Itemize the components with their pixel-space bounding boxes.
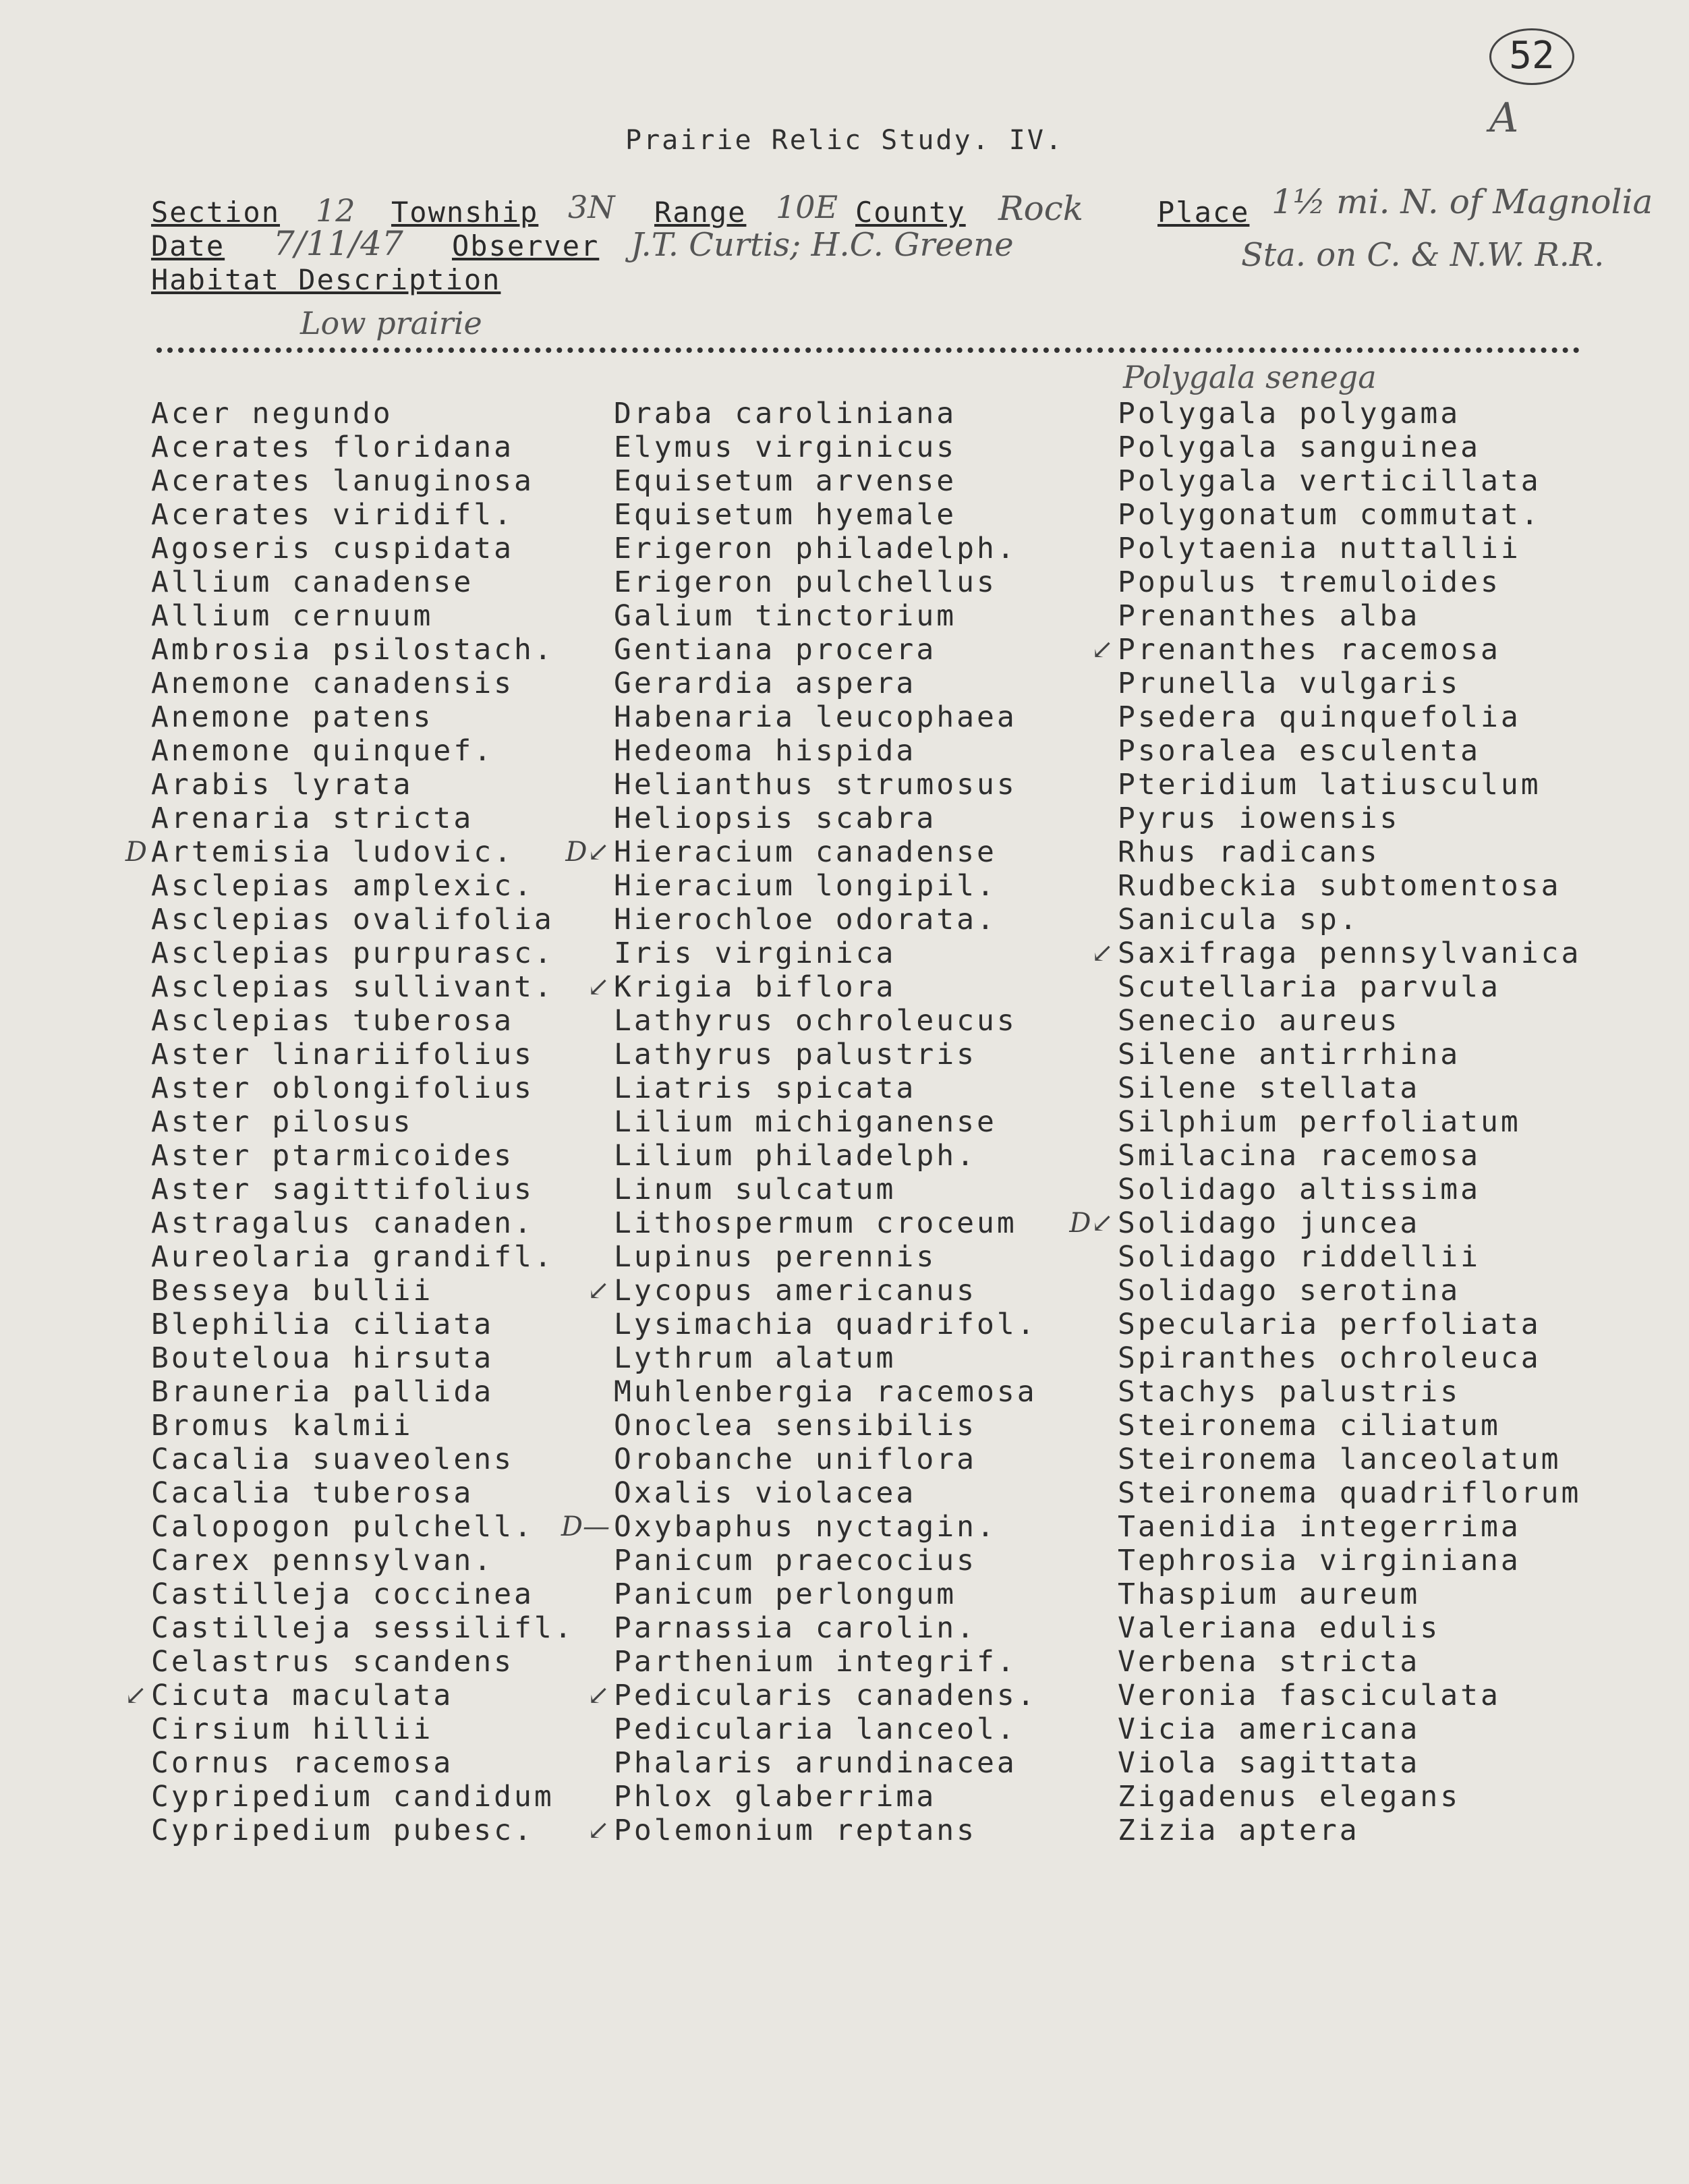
species-name: Psedera quinquefolia [1118,700,1521,734]
species-entry [614,903,1037,936]
species-name: Arabis lyrata [151,768,413,802]
species-name: Bouteloua hirsuta [151,1341,494,1375]
species-entry [151,1780,575,1814]
species-entry [151,1071,575,1105]
species-name: Veronia fasciculata [1118,1679,1501,1712]
species-name: Lythrum alatum [614,1341,896,1375]
species-entry [614,1173,1037,1206]
species-name: Polemonium reptans [614,1814,977,1847]
species-name: Pteridium latiusculum [1118,768,1541,802]
species-name: Hedeoma hispida [614,734,917,768]
species-entry [614,498,1037,532]
species-entry [1118,1611,1581,1645]
species-name: Heliopsis scabra [614,802,937,835]
species-name: Cirsium hillii [151,1712,434,1746]
species-entry [1118,1240,1581,1274]
date-label: Date [151,229,225,262]
species-entry [151,1004,575,1038]
species-entry [1118,1173,1581,1206]
check-mark: ↙ [587,1680,610,1711]
species-entry [1118,869,1581,903]
species-name: Erigeron pulchellus [614,565,997,599]
species-entry [151,633,575,667]
species-name: Parnassia carolin. [614,1611,977,1645]
date-value: 7/11/47 [273,224,403,263]
check-mark: D↙ [565,837,610,868]
species-entry [1118,1679,1581,1712]
species-name: Polygonatum commutat. [1118,498,1541,532]
species-name: Muhlenbergia racemosa [614,1375,1037,1409]
species-entry [1118,532,1581,565]
species-name: Galium tinctorium [614,599,957,633]
species-entry [1118,1577,1581,1611]
species-name: Anemone canadensis [151,667,514,700]
species-name: Solidago juncea [1118,1206,1421,1240]
observer-value: J.T. Curtis; H.C. Greene [631,226,1014,264]
species-name: Iris virginica [614,936,896,970]
species-name: Steironema lanceolatum [1118,1443,1562,1476]
species-name: Gentiana procera [614,633,937,667]
species-entry [125,835,575,869]
species-entry [587,1679,1037,1712]
range-value: 10E [776,189,838,225]
species-name: Arenaria stricta [151,802,474,835]
species-entry [1118,498,1581,532]
species-entry [614,802,1037,835]
species-name: Cypripedium candidum [151,1780,554,1814]
species-name: Thaspium aureum [1118,1577,1421,1611]
species-name: Asclepias tuberosa [151,1004,514,1038]
species-column-3 [1069,397,1582,1847]
species-name: Aster pilosus [151,1105,413,1139]
species-entry [614,1611,1037,1645]
species-name: Allium canadense [151,565,474,599]
species-name: Silene stellata [1118,1071,1421,1105]
species-name: Castilleja coccinea [151,1577,534,1611]
species-name: Pedicularia lanceol. [614,1712,1017,1746]
species-name: Saxifraga pennsylvanica [1118,936,1582,970]
species-entry [151,1240,575,1274]
species-name: Acerates lanuginosa [151,464,534,498]
species-name: Oxalis violacea [614,1476,917,1510]
species-column-2 [561,397,1037,1847]
species-name: Helianthus strumosus [614,768,1017,802]
species-entry [151,430,575,464]
species-entry [614,430,1037,464]
section-label: Section [151,196,281,229]
species-name: Rhus radicans [1118,835,1380,869]
species-entry [614,1071,1037,1105]
species-entry [1118,1544,1581,1577]
species-entry [614,1038,1037,1071]
species-name: Allium cernuum [151,599,434,633]
species-name: Steironema ciliatum [1118,1409,1501,1443]
species-entry [1118,970,1581,1004]
check-mark: ↙ [587,1275,610,1306]
species-name: Cacalia suaveolens [151,1443,514,1476]
check-mark: D↙ [1069,1208,1114,1239]
species-entry [1118,1712,1581,1746]
species-name: Rudbeckia subtomentosa [1118,869,1562,903]
species-entry [151,936,575,970]
species-name: Lithospermum croceum [614,1206,1017,1240]
species-name: Celastrus scandens [151,1645,514,1679]
species-name: Sanicula sp. [1118,903,1360,936]
check-mark: ↙ [587,972,610,1003]
species-entry [151,565,575,599]
species-name: Habenaria leucophaea [614,700,1017,734]
species-entry [151,397,575,430]
species-entry [151,1341,575,1375]
species-entry [151,1409,575,1443]
species-entry [1118,768,1581,802]
species-name: Asclepias amplexic. [151,869,534,903]
species-name: Cicuta maculata [151,1679,454,1712]
species-name: Lathyrus palustris [614,1038,977,1071]
species-name: Prenanthes racemosa [1118,633,1501,667]
species-name: Verbena stricta [1118,1645,1421,1679]
species-name: Phalaris arundinacea [614,1746,1017,1780]
species-entry [614,1443,1037,1476]
species-name: Erigeron philadelph. [614,532,1017,565]
species-entry [561,1510,1037,1544]
species-entry [614,1544,1037,1577]
species-name: Blephilia ciliata [151,1308,494,1341]
species-name: Prunella vulgaris [1118,667,1461,700]
species-name: Carex pennsylvan. [151,1544,494,1577]
place-label: Place [1157,196,1250,229]
species-entry [1118,802,1581,835]
species-entry [1118,1409,1581,1443]
species-entry [1118,1341,1581,1375]
species-entry [151,1746,575,1780]
species-name: Aster linariifolius [151,1038,534,1071]
species-name: Populus tremuloides [1118,565,1501,599]
species-entry [614,936,1037,970]
species-entry [1118,1780,1581,1814]
species-name: Psoralea esculenta [1118,734,1481,768]
species-entry [1118,1004,1581,1038]
species-name: Hieracium longipil. [614,869,997,903]
species-entry [151,1375,575,1409]
species-name: Lilium michiganense [614,1105,997,1139]
species-entry [151,869,575,903]
species-name: Zigadenus elegans [1118,1780,1461,1814]
species-name: Panicum praecocius [614,1544,977,1577]
check-mark: ↙ [1091,634,1114,665]
township-label: Township [391,196,539,229]
species-entry [1118,599,1581,633]
species-entry [1118,1139,1581,1173]
species-entry [614,1409,1037,1443]
species-entry [1118,734,1581,768]
township-value: 3N [568,189,615,225]
species-name: Tephrosia virginiana [1118,1544,1521,1577]
species-name: Cacalia tuberosa [151,1476,474,1510]
species-entry [151,802,575,835]
species-name: Elymus virginicus [614,430,957,464]
species-name: Lycopus americanus [614,1274,977,1308]
species-entry [151,1173,575,1206]
species-name: Polygala polygama [1118,397,1461,430]
species-name: Valeriana edulis [1118,1611,1441,1645]
species-entry [1118,667,1581,700]
species-entry [614,1375,1037,1409]
species-entry [151,903,575,936]
species-name: Polygala sanguinea [1118,430,1481,464]
handwritten-addition: Polygala senega [1123,359,1377,395]
species-entry [1118,1746,1581,1780]
species-name: Equisetum hyemale [614,498,957,532]
species-entry [614,1004,1037,1038]
species-name: Acerates floridana [151,430,514,464]
species-entry [1118,1645,1581,1679]
species-entry [151,1814,575,1847]
species-entry [151,1105,575,1139]
species-entry [151,1274,575,1308]
species-name: Steironema quadriflorum [1118,1476,1582,1510]
species-entry [614,599,1037,633]
species-column-1 [124,397,575,1847]
species-name: Scutellaria parvula [1118,970,1501,1004]
species-entry [1118,1375,1581,1409]
species-entry [614,1577,1037,1611]
species-entry [151,667,575,700]
species-entry [614,1780,1037,1814]
species-name: Agoseris cuspidata [151,532,514,565]
section-value: 12 [316,192,355,229]
species-entry [614,565,1037,599]
species-name: Aster oblongifolius [151,1071,534,1105]
species-entry [565,835,1037,869]
species-name: Castilleja sessilifl. [151,1611,575,1645]
species-name: Lupinus perennis [614,1240,937,1274]
species-entry [614,1712,1037,1746]
species-entry [614,1139,1037,1173]
species-entry [151,1443,575,1476]
species-entry [151,1645,575,1679]
check-mark: ↙ [1091,938,1114,969]
species-entry [614,1308,1037,1341]
habitat-value: Low prairie [300,305,482,341]
species-entry [151,1544,575,1577]
species-entry [1118,1443,1581,1476]
species-entry [614,667,1037,700]
species-name: Lilium philadelph. [614,1139,977,1173]
species-name: Silphium perfoliatum [1118,1105,1521,1139]
species-entry [1118,835,1581,869]
species-entry [614,1476,1037,1510]
species-name: Orobanche uniflora [614,1443,977,1476]
species-entry [1118,397,1581,430]
species-name: Pyrus iowensis [1118,802,1400,835]
species-entry [614,869,1037,903]
species-entry [151,1510,575,1544]
species-name: Solidago serotina [1118,1274,1461,1308]
species-entry [151,532,575,565]
species-entry [614,464,1037,498]
county-label: County [855,196,966,229]
species-name: Asclepias ovalifolia [151,903,554,936]
species-entry [1091,633,1581,667]
habitat-label: Habitat Description [151,263,501,296]
species-name: Asclepias purpurasc. [151,936,554,970]
species-entry [587,1814,1037,1847]
species-entry [614,633,1037,667]
check-mark: ↙ [587,1815,610,1846]
species-name: Stachys palustris [1118,1375,1461,1409]
species-entry [614,1645,1037,1679]
species-name: Brauneria pallida [151,1375,494,1409]
species-name: Bromus kalmii [151,1409,413,1443]
species-name: Aster sagittifolius [151,1173,534,1206]
species-name: Acer negundo [151,397,393,430]
species-entry [151,1577,575,1611]
species-entry [151,734,575,768]
document-title: Prairie Relic Study. IV. [625,125,1064,156]
page-number-circle: 52 [1489,28,1574,85]
species-name: Draba caroliniana [614,397,957,430]
species-entry [1118,430,1581,464]
species-name: Aureolaria grandifl. [151,1240,554,1274]
species-entry [151,1308,575,1341]
species-entry [587,1274,1037,1308]
species-name: Astragalus canaden. [151,1206,534,1240]
species-entry [1118,1274,1581,1308]
species-entry [614,734,1037,768]
species-entry [614,1105,1037,1139]
species-name: Polytaenia nuttallii [1118,532,1521,565]
species-entry [614,768,1037,802]
species-entry [1118,1814,1581,1847]
species-name: Zizia aptera [1118,1814,1360,1847]
species-entry [1118,464,1581,498]
species-entry [151,1038,575,1071]
species-entry [1118,1308,1581,1341]
species-name: Anemone quinquef. [151,734,494,768]
range-label: Range [654,196,747,229]
species-name: Calopogon pulchell. [151,1510,534,1544]
species-name: Silene antirrhina [1118,1038,1461,1071]
check-mark: ↙ [124,1680,147,1711]
observer-label: Observer [452,229,600,262]
species-name: Parthenium integrif. [614,1645,1017,1679]
species-name: Gerardia aspera [614,667,917,700]
species-name: Lathyrus ochroleucus [614,1004,1017,1038]
page-letter: A [1489,94,1519,142]
species-entry [614,1746,1037,1780]
species-entry [151,1611,575,1645]
dotted-separator [156,347,1580,353]
check-mark: D— [561,1511,610,1542]
species-entry [614,700,1037,734]
species-entry [614,1206,1037,1240]
species-name: Aster ptarmicoides [151,1139,514,1173]
species-entry [151,464,575,498]
species-name: Polygala verticillata [1118,464,1541,498]
species-entry [1118,1510,1581,1544]
species-name: Onoclea sensibilis [614,1409,977,1443]
species-name: Asclepias sullivant. [151,970,554,1004]
county-value: Rock [998,189,1084,228]
species-entry [1091,936,1582,970]
species-name: Solidago altissima [1118,1173,1481,1206]
species-entry [1118,1071,1581,1105]
species-name: Specularia perfoliata [1118,1308,1541,1341]
species-entry [151,700,575,734]
species-name: Viola sagittata [1118,1746,1421,1780]
species-name: Liatris spicata [614,1071,917,1105]
species-name: Acerates viridifl. [151,498,514,532]
species-entry [614,1240,1037,1274]
species-name: Senecio aureus [1118,1004,1400,1038]
species-name: Hierochloe odorata. [614,903,997,936]
species-name: Taenidia integerrima [1118,1510,1521,1544]
species-name: Equisetum arvense [614,464,957,498]
species-name: Ambrosia psilostach. [151,633,554,667]
species-name: Vicia americana [1118,1712,1421,1746]
species-entry [1069,1206,1581,1240]
species-entry [1118,700,1581,734]
species-name: Phlox glaberrima [614,1780,937,1814]
species-name: Prenanthes alba [1118,599,1421,633]
species-entry [124,1679,575,1712]
species-name: Solidago riddellii [1118,1240,1481,1274]
species-entry [151,599,575,633]
species-entry [151,970,575,1004]
species-name: Cornus racemosa [151,1746,454,1780]
species-name: Linum sulcatum [614,1173,896,1206]
species-entry [1118,1038,1581,1071]
species-entry [1118,1476,1581,1510]
species-name: Hieracium canadense [614,835,997,869]
species-entry [1118,1105,1581,1139]
species-name: Besseya bullii [151,1274,434,1308]
species-name: Smilacina racemosa [1118,1139,1481,1173]
species-entry [1118,565,1581,599]
place-value-line1: 1½ mi. N. of Magnolia [1271,182,1653,221]
place-value-line2: Sta. on C. & N.W. R.R. [1241,236,1605,274]
species-entry [151,1139,575,1173]
check-mark: D [125,837,147,868]
species-entry [151,768,575,802]
species-name: Pedicularis canadens. [614,1679,1037,1712]
species-name: Lysimachia quadrifol. [614,1308,1037,1341]
species-entry [587,970,1037,1004]
species-entry [1118,903,1581,936]
species-name: Anemone patens [151,700,434,734]
species-entry [151,1206,575,1240]
species-entry [151,1476,575,1510]
species-entry [151,498,575,532]
species-name: Panicum perlongum [614,1577,957,1611]
species-name: Oxybaphus nyctagin. [614,1510,997,1544]
species-entry [151,1712,575,1746]
species-name: Krigia biflora [614,970,896,1004]
species-entry [614,397,1037,430]
species-name: Spiranthes ochroleuca [1118,1341,1541,1375]
species-entry [614,1341,1037,1375]
species-entry [614,532,1037,565]
species-name: Cypripedium pubesc. [151,1814,534,1847]
species-name: Artemisia ludovic. [151,835,514,869]
